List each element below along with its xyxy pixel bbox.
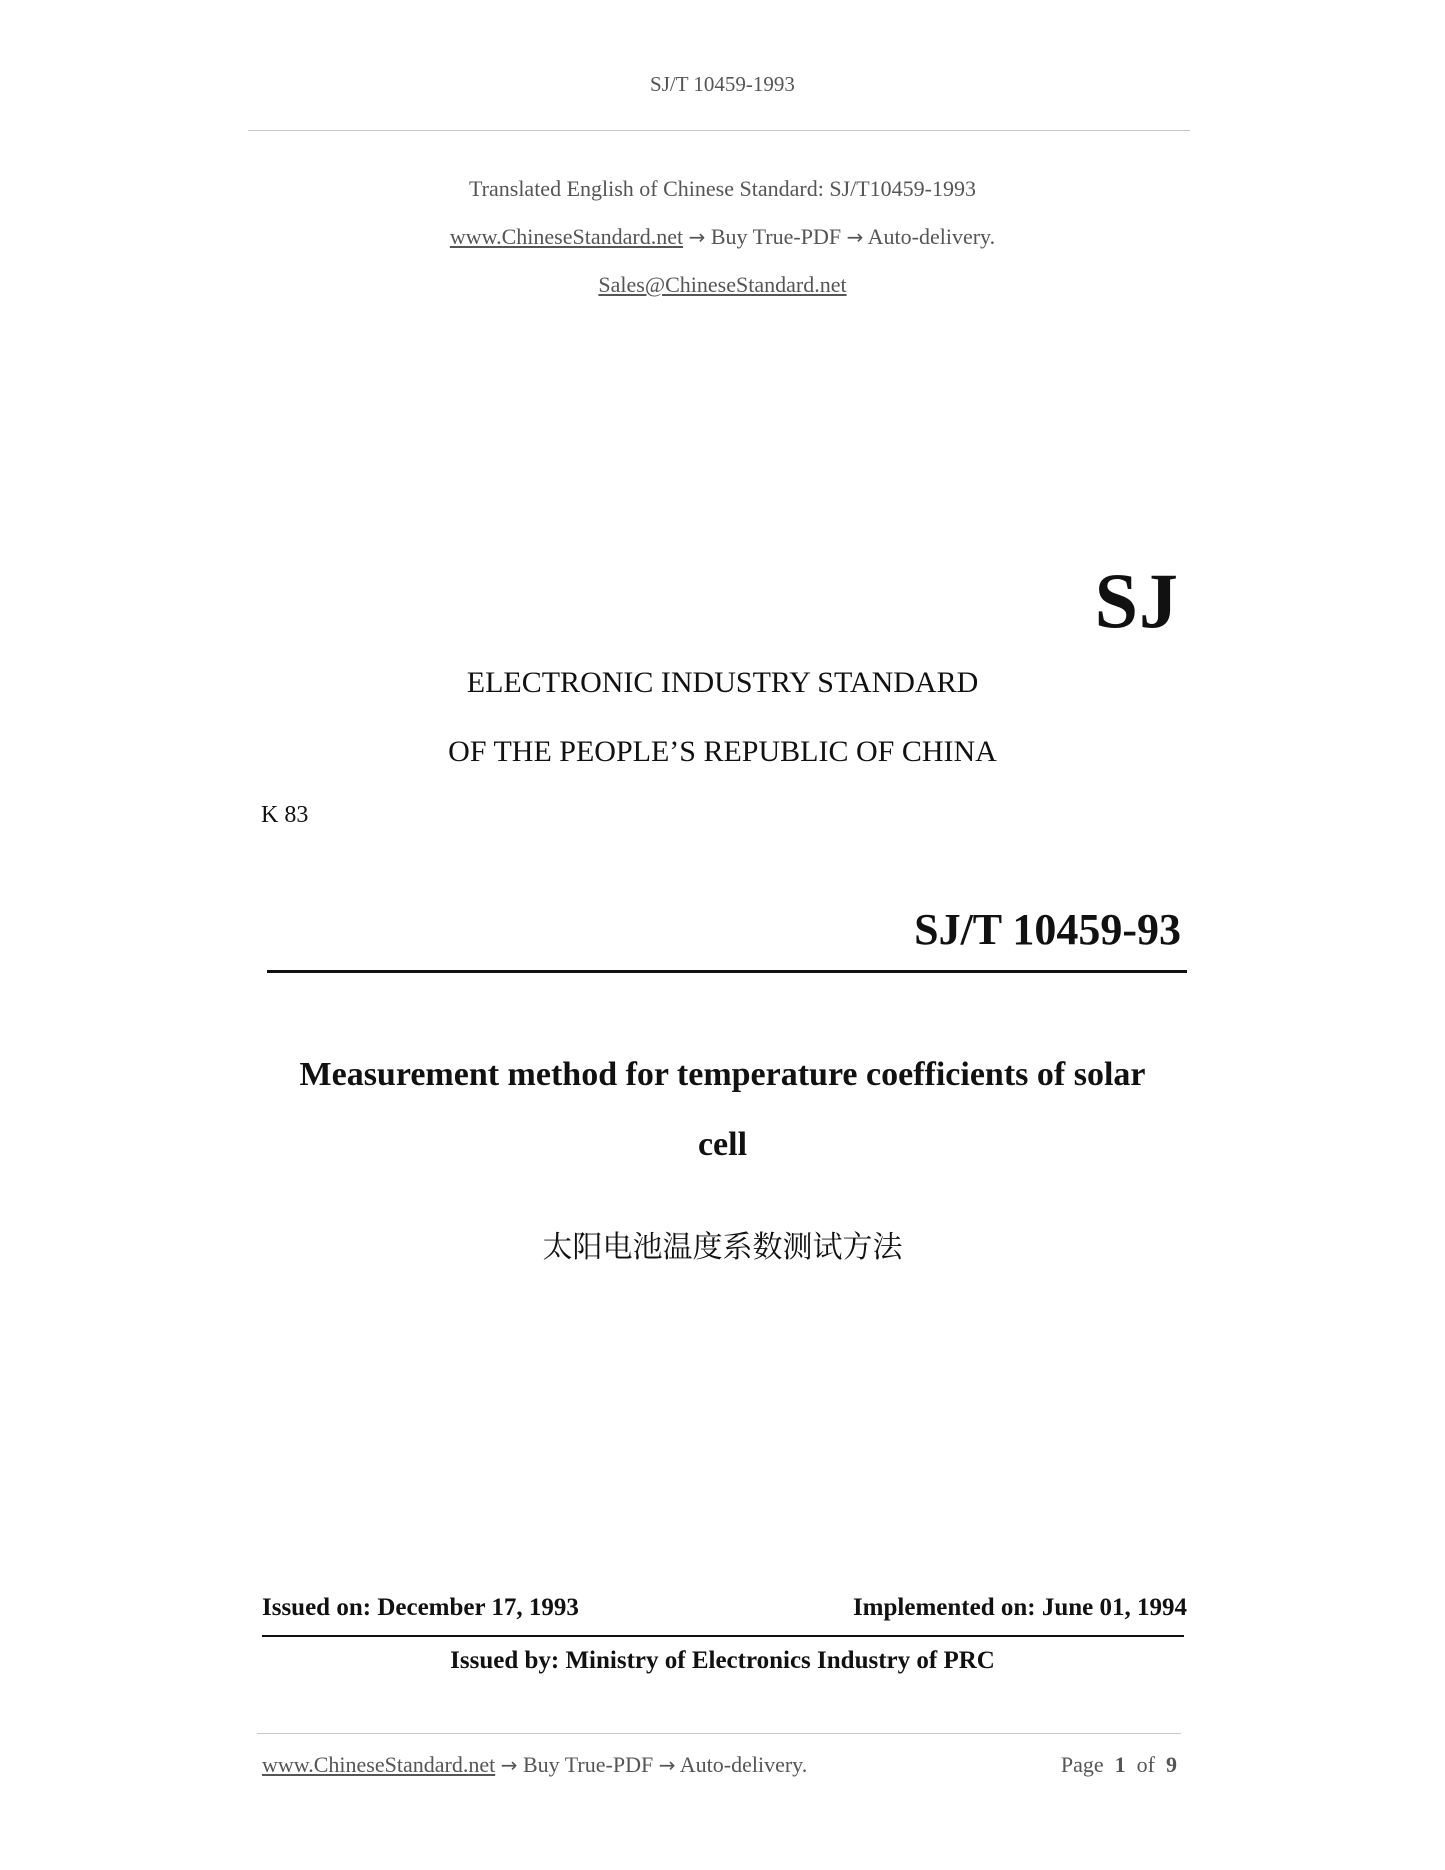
sj-logo: SJ — [1094, 557, 1179, 644]
issued-by: Issued by: Ministry of Electronics Industry of PRC — [450, 1647, 995, 1674]
implemented-date: Implemented on: June 01, 1994 — [852, 1594, 1187, 1621]
page-indicator — [1061, 1752, 1177, 1778]
document-title-line-2: cell — [697, 1126, 748, 1163]
translation-notice: Translated English of Chinese Standard: SJ/T10459-1993 — [469, 176, 976, 201]
email-line — [0, 272, 1445, 298]
footer-delivery-text: Auto-delivery. — [679, 1752, 808, 1777]
chinese-title: 太阳电池温度系数测试方法 — [542, 1230, 903, 1265]
organization-line-1: ELECTRONIC INDUSTRY STANDARD — [466, 666, 979, 699]
running-header: SJ/T 10459-1993 — [650, 72, 795, 96]
arrow-right-icon: → — [500, 1753, 518, 1777]
document-title-line-1: Measurement method for temperature coefficients of solar — [299, 1056, 1146, 1093]
standard-number-divider — [267, 970, 1187, 973]
header-divider — [248, 130, 1190, 131]
footer-buy-text: Buy True-PDF — [522, 1752, 654, 1777]
footer-divider — [257, 1733, 1181, 1734]
footer-purchase-line — [262, 1752, 807, 1778]
dates-divider — [262, 1635, 1184, 1637]
page-total: 9 — [1166, 1752, 1177, 1777]
sales-email-link[interactable]: Sales@ChineseStandard.net — [598, 272, 847, 297]
arrow-right-icon: → — [658, 1753, 676, 1777]
classification-code: K 83 — [261, 802, 309, 828]
page-current: 1 — [1114, 1752, 1126, 1777]
auto-delivery-text: Auto-delivery. — [867, 224, 996, 249]
issued-date: Issued on: December 17, 1993 — [262, 1594, 579, 1621]
arrow-right-icon: → — [846, 225, 864, 249]
organization-line-2: OF THE PEOPLE’S REPUBLIC OF CHINA — [448, 735, 997, 768]
website-link[interactable]: www.ChineseStandard.net — [449, 224, 684, 249]
purchase-line — [0, 224, 1445, 250]
page-label: Page — [1060, 1752, 1104, 1777]
standard-number: SJ/T 10459-93 — [914, 905, 1181, 954]
buy-true-pdf-text: Buy True-PDF — [710, 224, 842, 249]
arrow-right-icon: → — [688, 225, 706, 249]
footer-website-link[interactable]: www.ChineseStandard.net — [262, 1752, 496, 1777]
page-of-label: of — [1136, 1752, 1155, 1777]
